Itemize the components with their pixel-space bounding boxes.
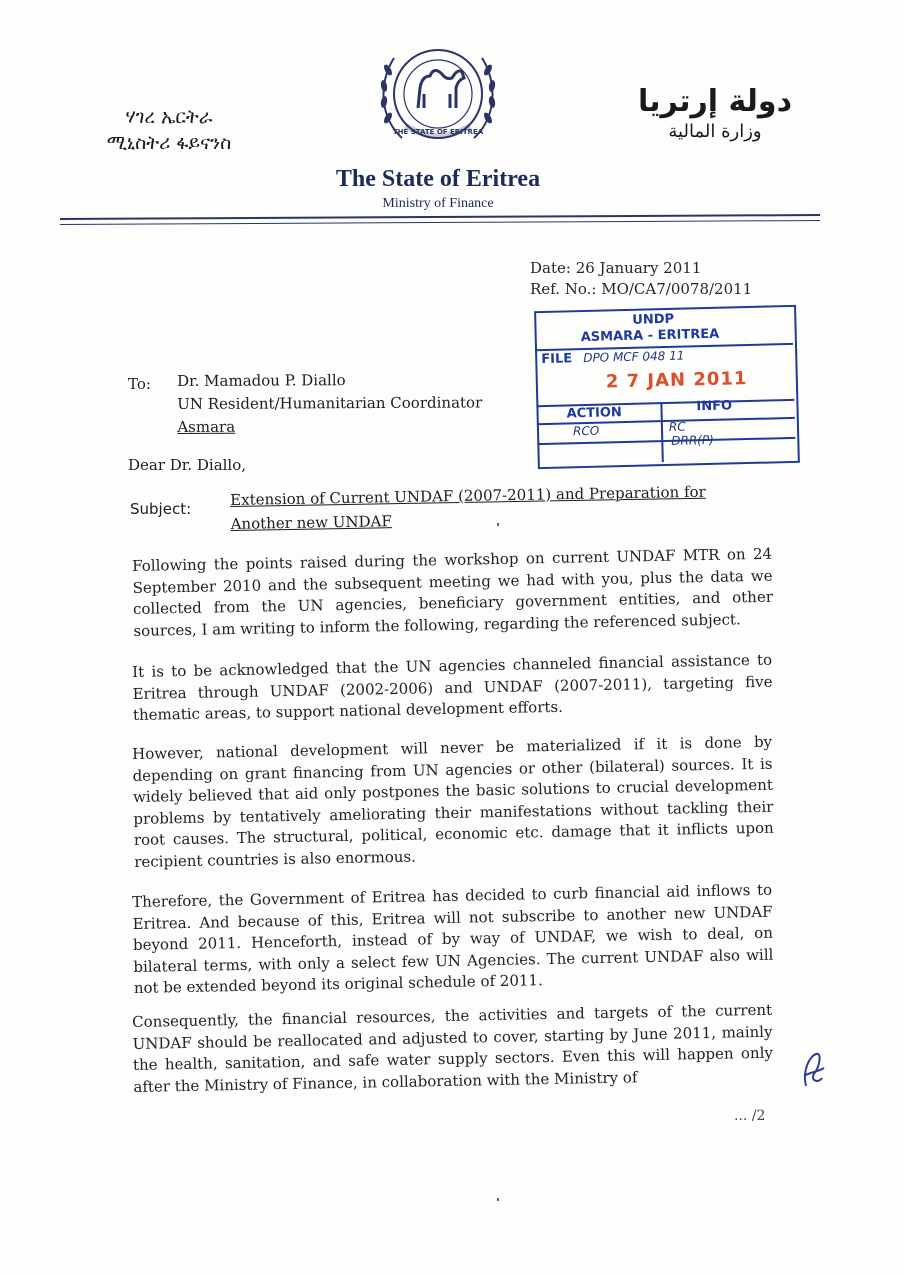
header-divider-thin <box>60 220 820 225</box>
handwritten-initial-mark <box>800 1050 826 1092</box>
reference-number: Ref. No.: MO/CA7/0078/2011 <box>530 280 753 298</box>
body-paragraph: Therefore, the Government of Eritrea has decided to curb financial aid inflows to Eritrea. And because of this, Eritrea will not subscribe to another new UNDAF beyond 2011. Henceforth, instead of by way of UNDAF, we wish to deal, on bilateral terms, with only a select few UN Agencies. The current UNDAF also will not be extended beyond its original schedule of 2011. <box>132 880 774 997</box>
recipient-title: UN Resident/Humanitarian Coordinator <box>177 393 483 413</box>
stamp-city: ASMARA - ERITREA <box>580 326 720 346</box>
stamp-received-date: 2 7 JAN 2011 <box>605 368 748 393</box>
salutation: Dear Dr. Diallo, <box>128 456 247 474</box>
tigrinya-line-1: ሃገረ ኤርትራ <box>125 106 213 128</box>
stamp-file-label: FILE <box>541 351 573 368</box>
page-continuation: ... /2 <box>734 1108 766 1124</box>
body-paragraph: However, national development will never be materialized if it is done by depending on grant financing from UN agencies or other (bilateral) sources. It is widely believed that aid only postpones the basic solutions to crucial development problems by tentatively ameliorating their manifestations without tackling their root causes. The structural, political, economic etc. damage that it inflicts upon recipient countries is also enormous. <box>132 732 774 871</box>
letterhead-title: The State of Eritrea <box>335 166 541 192</box>
eritrea-seal-emblem <box>372 28 504 160</box>
recipient-city: Asmara <box>177 417 236 436</box>
recipient-name: Dr. Mamadou P. Diallo <box>177 371 346 390</box>
subject-text <box>230 479 771 536</box>
recipient-block <box>177 368 482 439</box>
date-line: Date: 26 January 2011 <box>530 259 702 277</box>
tigrinya-line-2: ሚኒስትሪ ፋይናንስ <box>106 132 232 154</box>
undp-received-stamp <box>534 305 800 471</box>
stamp-info-label: INFO <box>696 398 733 415</box>
stamp-action-label: ACTION <box>566 405 623 422</box>
stamp-info-handwritten-1: RC <box>668 419 686 434</box>
arabic-header <box>630 84 800 144</box>
stamp-info-handwritten-2: DRR(P) <box>671 432 714 448</box>
stamp-action-handwritten: RCO <box>572 423 600 439</box>
arabic-line-1: دولة إرتريا <box>638 84 792 119</box>
stamp-file-handwritten: DPO MCF 048 11 <box>583 348 685 366</box>
body-paragraph: It is to be acknowledged that the UN agencies channeled financial assistance to Eritrea through UNDAF (2002-2006) and UNDAF (2007-2011), targeting five thematic areas, to support national development efforts. <box>132 650 773 724</box>
to-label: To: <box>128 375 151 393</box>
subject-line-2: Another new UNDAF <box>230 512 392 533</box>
stamp-org: UNDP <box>632 311 675 328</box>
arabic-line-2: وزارة المالية <box>668 121 762 142</box>
header-divider <box>60 214 820 220</box>
subject-line-1: Extension of Current UNDAF (2007-2011) and Preparation for <box>230 482 706 509</box>
body-paragraph: Consequently, the financial resources, the activities and targets of the current UNDAF should be reallocated and adjusted to cover, starting by June 2011, mainly the health, sanitation, and safe water supply sectors. Even this will happen only after the Ministry of Finance, in collaboration with the Ministry of <box>132 1000 774 1096</box>
scan-speck <box>497 1198 499 1201</box>
tigrinya-header <box>84 104 254 156</box>
seal-text: THE STATE OF ERITREA <box>392 128 484 136</box>
subject-label: Subject: <box>130 500 192 518</box>
body-paragraph: Following the points raised during the workshop on current UNDAF MTR on 24 September 2010 and the subsequent meeting we had with you, plus the data we collected from the UN agencies, beneficiary government entities, and other sources, I am writing to inform the following, regarding the referenced subject. <box>132 544 774 640</box>
scan-speck <box>497 523 499 526</box>
date-ref-block <box>530 258 752 300</box>
letterhead-subtitle: Ministry of Finance <box>382 196 494 211</box>
